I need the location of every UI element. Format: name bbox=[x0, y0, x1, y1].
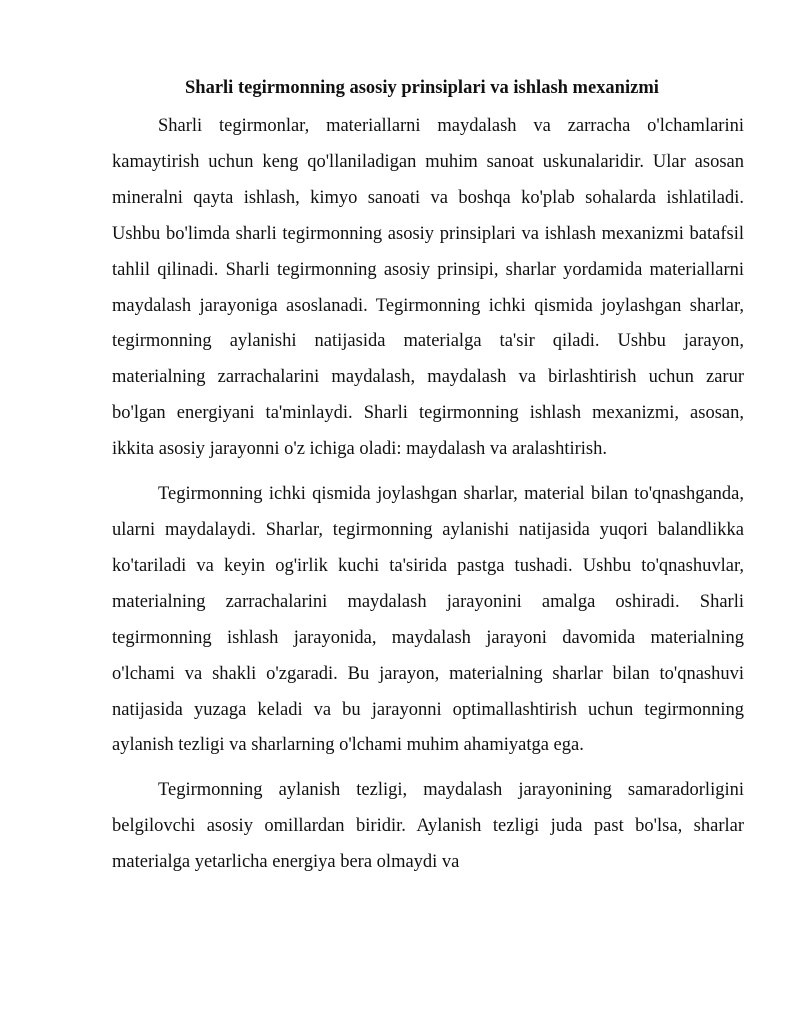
paragraph-1: Sharli tegirmonlar, materiallarni maydalash va zarracha o'lchamlarini kamaytirish uchun keng qo'llaniladigan muhim sanoat uskunalaridir. Ular asosan mineralni qayta ishlash, kimyo sanoati va boshqa ko'plab sohalarda ishlatiladi. Ushbu bo'limda sharli tegirmonning asosiy prinsiplari va ishlash mexanizmi batafsil tahlil qilinadi. Sharli tegirmonning asosiy prinsipi, sharlar yordamida materiallarni maydalash jarayoniga asoslanadi. Tegirmonning ichki qismida joylashgan sharlar, tegirmonning aylanishi natijasida materialga ta'sir qiladi. Ushbu jarayon, materialning zarrachalarini maydalash, maydalash va birlashtirish uchun zarur bo'lgan energiyani ta'minlaydi. Sharli tegirmonning ishlash mexanizmi, asosan, ikkita asosiy jarayonni o'z ichiga oladi: maydalash va aralashtirish. bbox=[112, 116, 744, 460]
paragraph-2: Tegirmonning ichki qismida joylashgan sharlar, material bilan to'qnashganda, ularni maydalaydi. Sharlar, tegirmonning aylanishi natijasida yuqori balandlikka ko'tariladi va keyin og'irlik kuchi ta'sirida pastga tushadi. Ushbu to'qnashuvlar, materialning zarrachalarini maydalash jarayonini amalga oshiradi. Sharli tegirmonning ishlash jarayonida, maydalash jarayoni davomida materialning o'lchami va shakli o'zgaradi. Bu jarayon, materialning sharlar bilan to'qnashuvi natijasida yuzaga keladi va bu jarayonni optimallashtirish uchun tegirmonning aylanish tezligi va sharlarning o'lchami muhim ahamiyatga ega. bbox=[112, 484, 744, 756]
paragraph-3: Tegirmonning aylanish tezligi, maydalash jarayonining samaradorligini belgilovchi asosiy omillardan biridir. Aylanish tezligi juda past bo'lsa, sharlar materialga yetarlicha energiya bera olmaydi va bbox=[112, 780, 744, 873]
document-page bbox=[112, 70, 744, 890]
document-title: Sharli tegirmonning asosiy prinsiplari va ishlash mexanizmi bbox=[185, 78, 659, 98]
